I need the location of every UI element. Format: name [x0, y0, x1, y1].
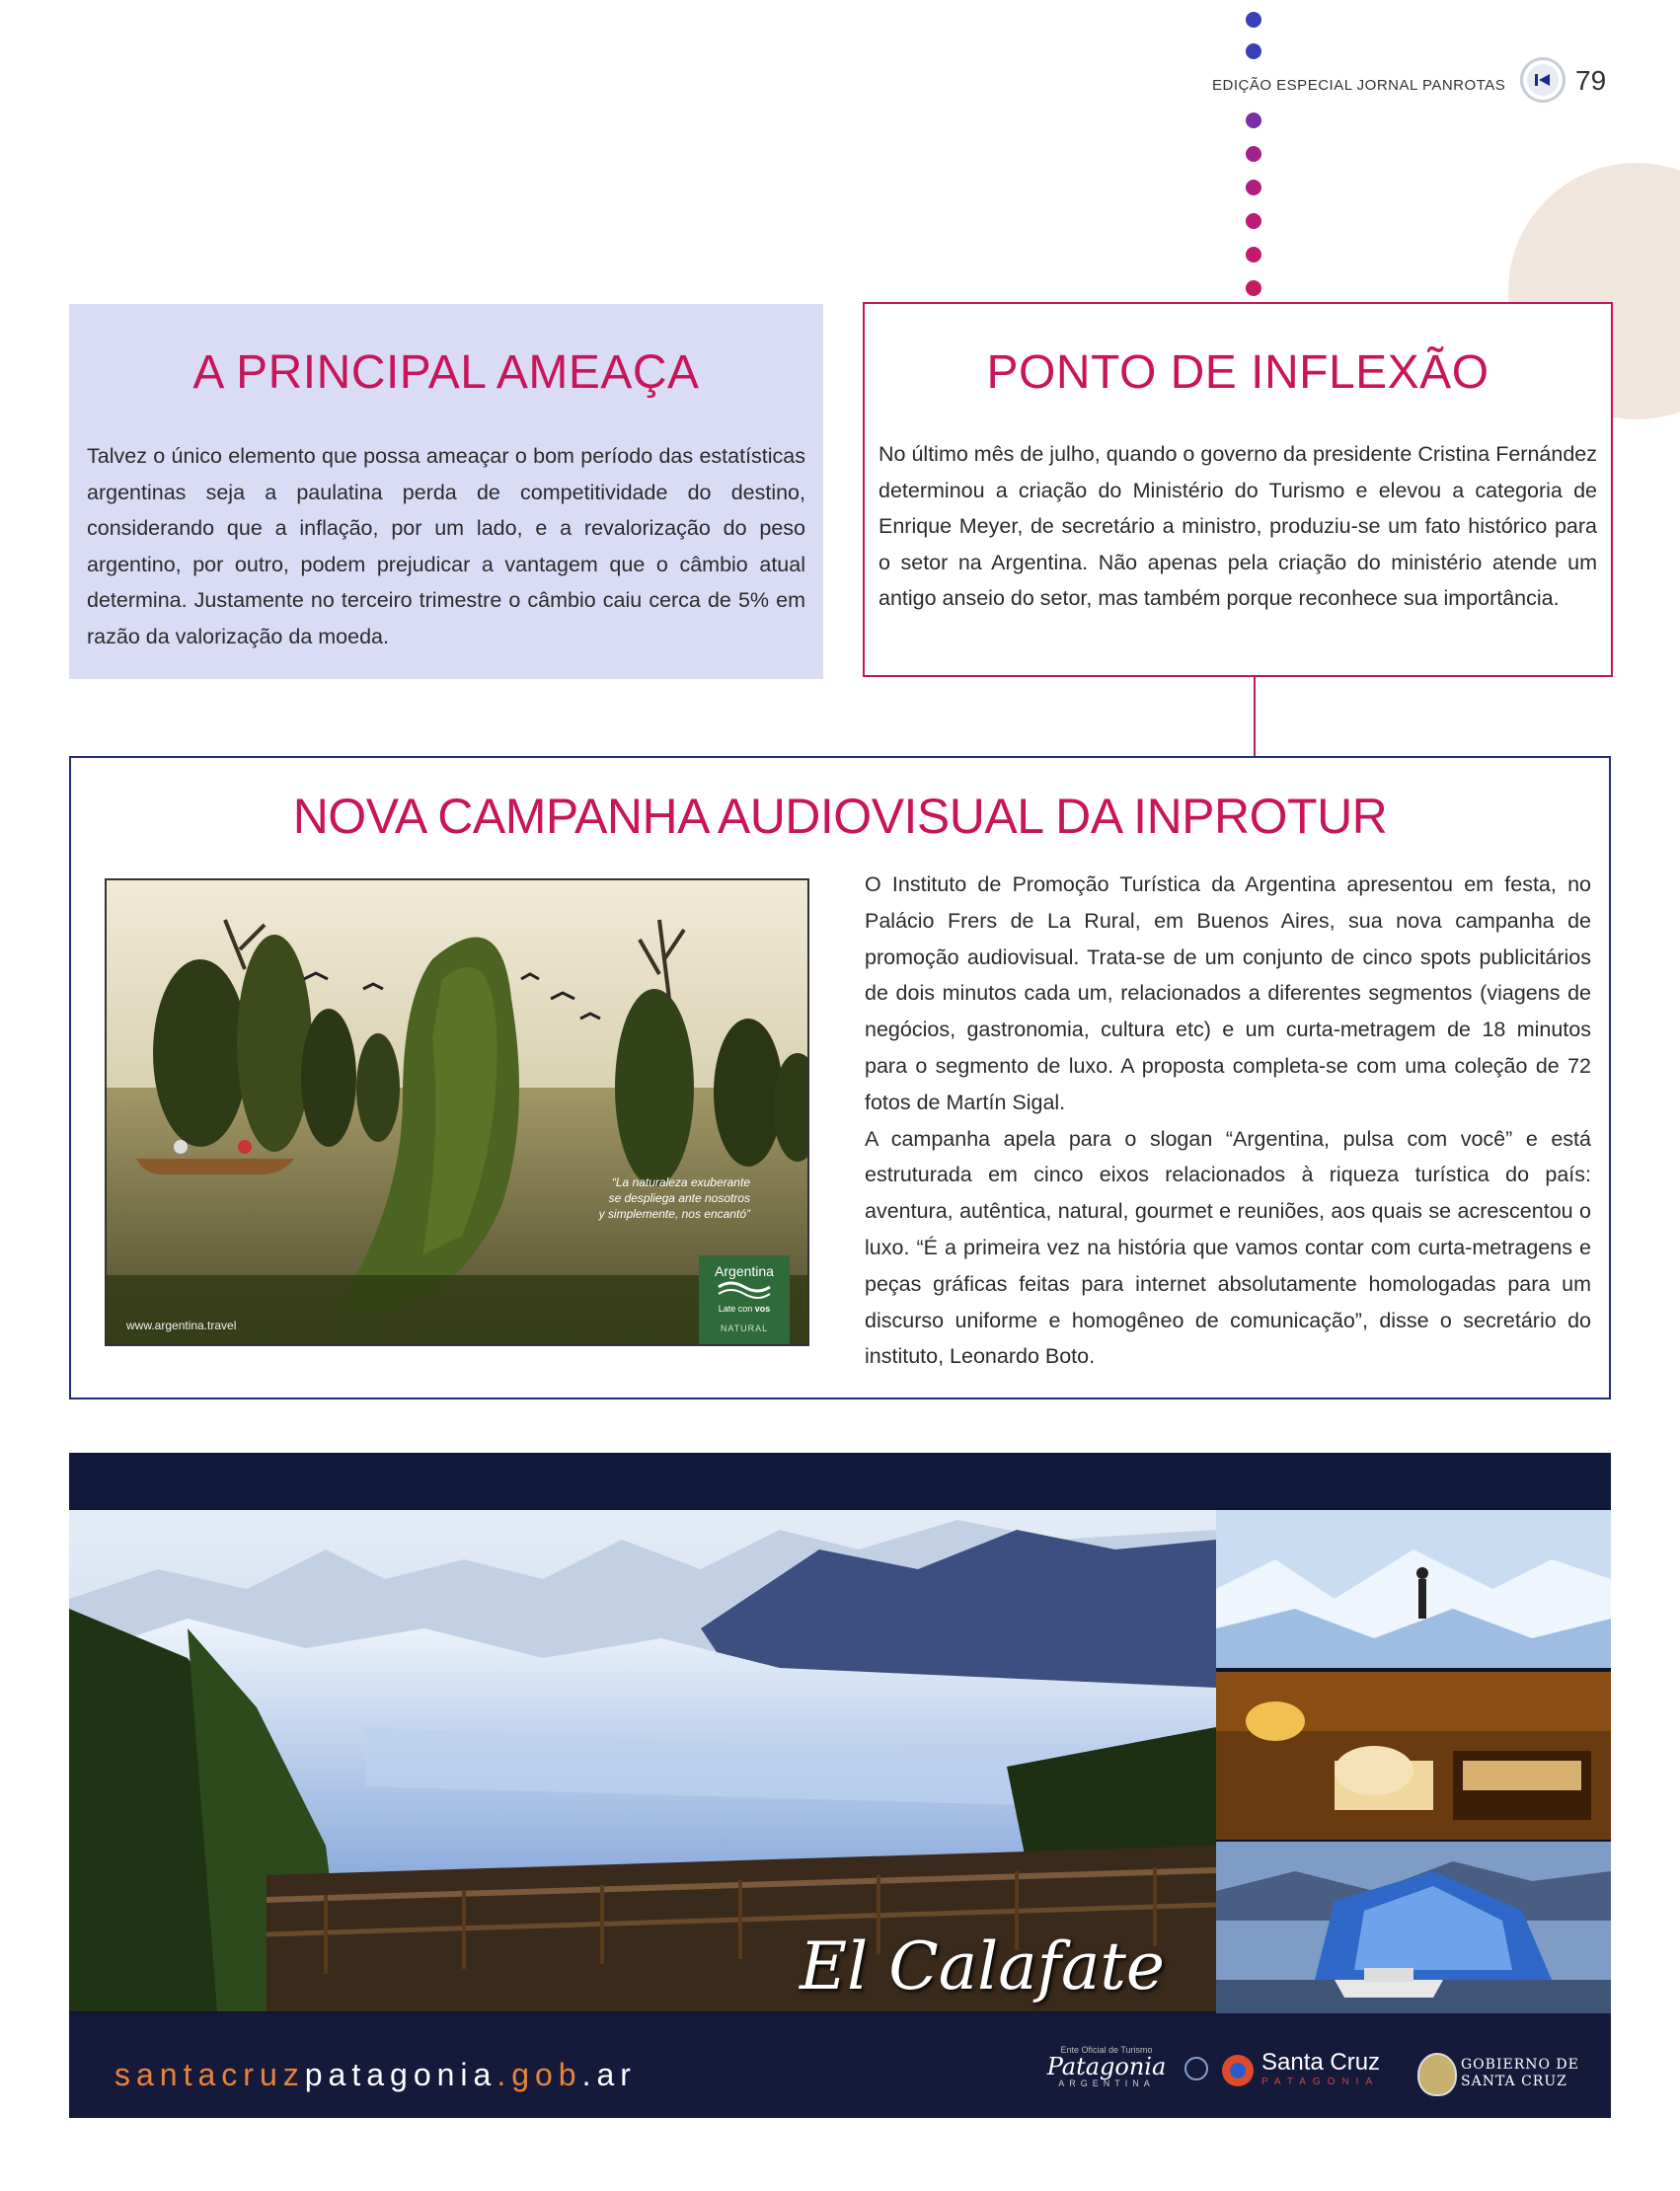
ad-url[interactable] [115, 2057, 637, 2093]
decorative-dot [1246, 213, 1261, 229]
url-part-4: .ar [581, 2057, 637, 2092]
decorative-dot [1246, 180, 1261, 195]
santa-cruz-logo [1261, 2049, 1380, 2087]
photo-quote-line-1: “La naturaleza exuberante [611, 1175, 750, 1189]
page-number: 79 [1575, 65, 1607, 96]
el-calafate-ad [69, 1453, 1611, 2118]
back-badge[interactable] [1520, 57, 1565, 103]
decorative-dot [1246, 113, 1261, 128]
brand-logo-title: Argentina [715, 1263, 774, 1279]
patagonia-logo-name: Patagonia [1046, 2053, 1167, 2080]
campaign-paragraph-1: O Instituto de Promoção Turística da Argentina apresentou em festa, no Palácio Frers de La Rural, em Buenos Aires, sua nova campanha de promoção audiovisual. Trata-se de um conjunto de cinco spots publicitários de dois minutos cada um, relacionados a diferentes segmentos (viagens de negócios, gastronomia, cultura etc) e um curta-metragem de 18 minutos para o segmento de luxo. A proposta completa-se com uma coleção de 72 fotos de Martín Sigal. [865, 872, 1591, 1114]
threat-text: Talvez o único elemento que possa ameaçar o bom período das estatísticas argentinas seja a paulatina perda de competitividade do destino, considerando que a inflação, por um lado, e a revalorização do peso argentino, por outro, podem prejudicar a vantagem que o câmbio atual determina. Justamente no terceiro trimestre o câmbio caiu cerca de 5% em razão da valorização da moeda. [87, 444, 805, 648]
photo-quote [553, 1174, 750, 1222]
ad-top-band [69, 1453, 1611, 1508]
el-calafate-title: El Calafate [800, 1928, 1165, 2004]
url-part-3: .gob [496, 2057, 582, 2092]
publication-header: EDIÇÃO ESPECIAL JORNAL PANROTAS [1212, 77, 1506, 94]
inflection-box [863, 302, 1613, 677]
decorative-dot [1246, 43, 1261, 59]
brand-logo-tag: NATURAL [720, 1323, 769, 1333]
ice-trekking-photo [1216, 1510, 1611, 1668]
connector-line [1254, 677, 1256, 758]
threat-title: A PRINCIPAL AMEAÇA [192, 346, 700, 399]
campaign-photo [105, 878, 809, 1346]
patagonia-logo-country: ARGENTINA [1058, 2078, 1155, 2088]
photo-quote-line-2: se despliega ante nosotros [608, 1191, 750, 1205]
brand-logo-sub: Late con vos [718, 1304, 771, 1314]
government-logo-line-1: GOBIERNO DE [1461, 2057, 1579, 2073]
patagonia-logo-small: Ente Oficial de Turismo [1060, 2045, 1153, 2055]
decorative-dot [1246, 280, 1261, 296]
url-part-1: santacruz [115, 2057, 305, 2092]
small-emblem-icon [1184, 2057, 1208, 2080]
argentina-brand-logo [699, 1255, 790, 1346]
hotel-room-photo [1216, 1672, 1611, 1840]
campaign-paragraph-2: A campanha apela para o slogan “Argentina, pulsa com você” e está estruturada em cinco eixos relacionados à riqueza turística do país: aventura, autêntica, natural, gourmet e reuniões, aos quais se acrescentou o luxo. “É a primeira vez na história que vamos contar com curta-metragens e peças gráficas feitas para internet absolutamente homologadas para um discurso uniforme e homogêneo de comunicação”, disse o secretário do instituto, Leonardo Boto. [865, 1126, 1591, 1369]
government-seal-icon [1417, 2053, 1457, 2096]
inflection-title: PONTO DE INFLEXÃO [986, 346, 1489, 399]
campaign-title: NOVA CAMPANHA AUDIOVISUAL DA INPROTUR [292, 789, 1388, 844]
photo-quote-line-3: y simplemente, nos encantó” [598, 1207, 750, 1221]
decorative-dot [1246, 12, 1261, 28]
threat-box [69, 304, 823, 679]
photo-url: www.argentina.travel [126, 1319, 237, 1332]
santa-cruz-logo-sub: PATAGONIA [1261, 2077, 1380, 2087]
url-part-2: patagonia [304, 2057, 497, 2092]
decorative-dot [1246, 247, 1261, 263]
government-logo [1461, 2057, 1579, 2090]
skip-back-icon [1527, 64, 1559, 96]
campaign-box [69, 756, 1611, 1399]
inflection-text: No último mês de julho, quando o governo da presidente Cristina Fernández determinou a criação do Ministério do Turismo e elevou a categoria de Enrique Meyer, de secretário a ministro, produziu-se um fato histórico para o setor na Argentina. Não apenas pela criação do ministério atende um antigo anseio do setor, mas também porque reconhece sua importância. [878, 442, 1597, 610]
decorative-dot [1246, 146, 1261, 162]
government-logo-line-2: SANTA CRUZ [1461, 2074, 1567, 2089]
campaign-text [865, 867, 1591, 1375]
iceberg-boat-photo [1216, 1842, 1611, 2013]
wave-icon [715, 1279, 774, 1299]
santa-cruz-swirl-icon [1222, 2055, 1254, 2086]
santa-cruz-logo-name: Santa Cruz [1261, 2049, 1381, 2076]
patagonia-logo [1032, 2045, 1181, 2088]
